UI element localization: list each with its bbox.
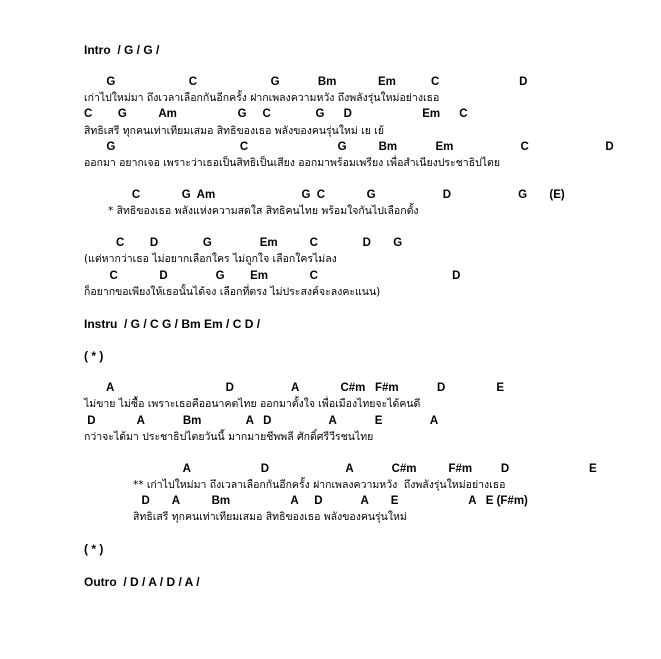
lyric-line: (แต่หากว่าเธอ ไม่อยากเลือกใคร ไม่ถูกใจ เลือกใครไม่ลง — [84, 253, 337, 266]
repeat-marker: ( * ) — [84, 542, 104, 557]
lyric-line: สิทธิเสรี ทุกคนเท่าเทียมเสมอ สิทธิของเธอ พลังของคนรุ่นใหม่ เย เย้ — [84, 124, 384, 137]
instru-line: Instru / G / C G / Bm Em / C D / — [84, 316, 261, 331]
blank-line — [84, 171, 644, 187]
chord-sheet — [84, 42, 644, 590]
blank-line — [84, 300, 644, 316]
blank-line — [84, 332, 644, 348]
outro-line: Outro / D / A / D / A / — [84, 574, 200, 589]
lyric-line: กว่าจะได้มา ประชาธิปไตยวันนี้ มากมายชีพพลี ศักดิ์ศรีวีรชนไทย — [84, 430, 374, 443]
blank-line — [84, 58, 644, 74]
blank-line — [84, 525, 644, 541]
lyric-line: ออกมา อยากเจอ เพราะว่าเธอเป็นสิทธิเป็นเสียง ออกมาพร้อมเพรียง เพื่อสำเนียงประชาธิปไตย — [84, 156, 501, 169]
blank-line — [84, 558, 644, 574]
lyric-line: สิทธิเสรี ทุกคนเท่าเทียมเสมอ สิทธิของเธอ พลังของคนรุ่นใหม่ — [133, 511, 407, 524]
chord-line: D A Bm A D A E A — [84, 414, 439, 427]
blank-line — [84, 364, 644, 380]
chord-line: G C G Bm Em C D — [84, 140, 614, 153]
chord-line: A D A C#m F#m D E — [84, 382, 505, 395]
chord-line: C D G Em C D — [84, 269, 461, 282]
chord-line: C G Am G C G D G (E) — [84, 188, 565, 201]
blank-line — [84, 219, 644, 235]
chord-line: A D A C#m F#m D E — [84, 462, 597, 475]
lyric-line: ** เก่าไปใหม่มา ถึงเวลาเลือกกันอีกครั้ง ฝากเพลงความหวัง ถึงพลังรุ่นใหม่อย่างเธอ — [133, 478, 506, 491]
lyric-line: เก่าไปใหม่มา ถึงเวลาเลือกกันอีกครั้ง ฝากเพลงความหวัง ถึงพลังรุ่นใหม่อย่างเธอ — [84, 92, 440, 105]
repeat-marker: ( * ) — [84, 349, 104, 364]
lyric-line: ก็อยากขอเพียงให้เธอนั้นได้จง เลือกที่ตรง ไม่ประสงค์จะลงคะแนน) — [84, 285, 381, 298]
chord-line: G C G Bm Em C D — [84, 76, 528, 89]
chord-line: D A Bm A D A E A E (F#m) — [84, 495, 528, 508]
intro-line: Intro / G / G / — [84, 43, 160, 57]
lyric-line: * สิทธิของเธอ พลังแห่งความสดใส สิทธิคนไทย พร้อมใจกันไปเลือกตั้ง — [108, 205, 419, 218]
chord-line: C G Am G C G D Em C — [84, 108, 468, 121]
chord-line: C D G Em C D G — [84, 237, 403, 250]
blank-line — [84, 445, 644, 461]
lyric-line: ไม่ขาย ไม่ซื้อ เพราะเธอคืออนาคตไทย ออกมาตั้งใจ เพื่อเมืองไทยจะได้คนดี — [84, 398, 421, 411]
